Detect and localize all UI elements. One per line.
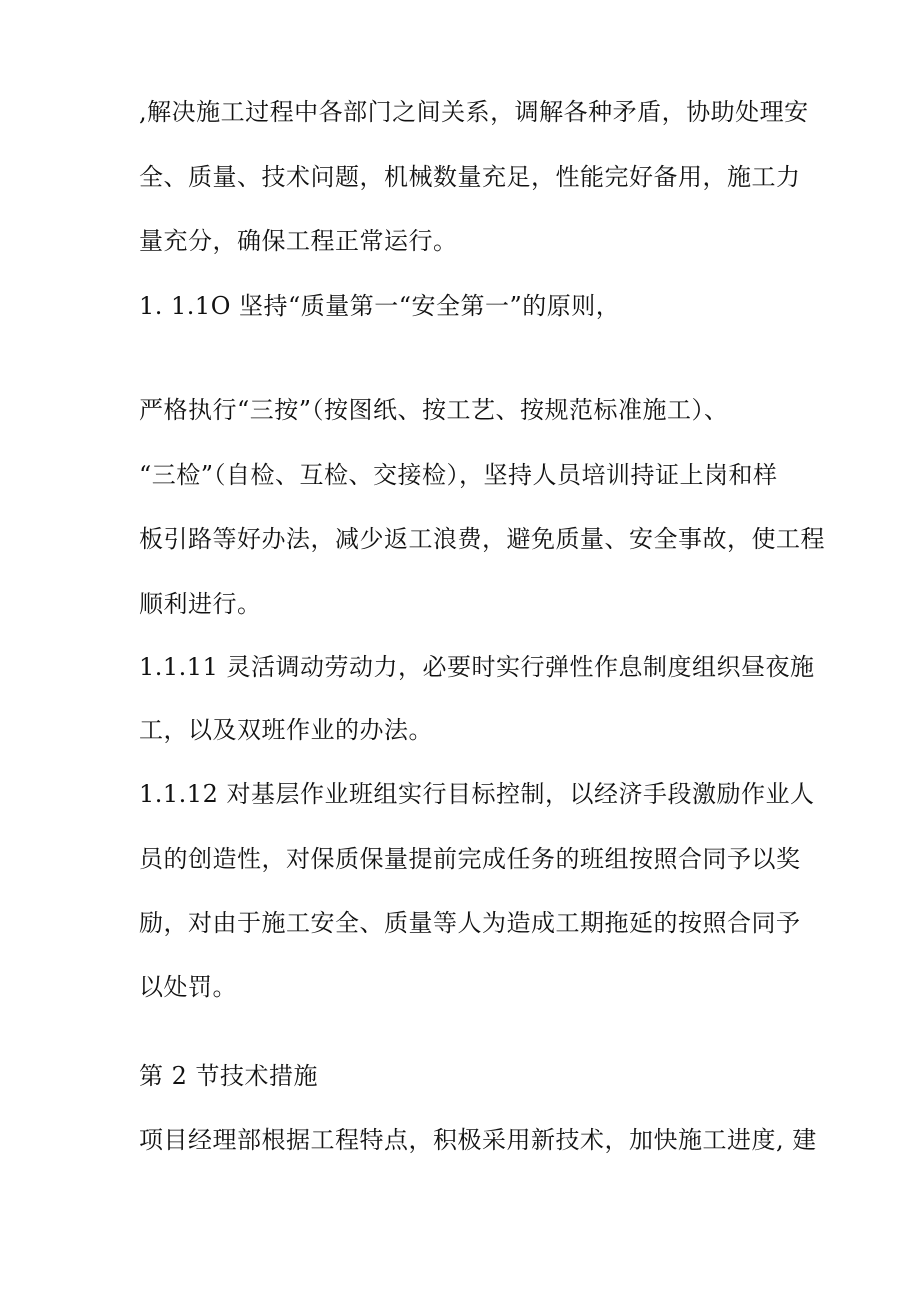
text-line-2: 全、质量、技术问题，机械数量充足，性能完好备用，施工力 [139,163,801,191]
text-line-10: 工，以及双班作业的办法。 [139,716,433,744]
section-title-technical-measures: 第 2 节技术措施 [139,1062,319,1090]
text-line-6: “三检”（自检、互检、交接检），坚持人员培训持证上岗和样 [139,461,778,489]
text-line-8: 顺利进行。 [139,590,262,618]
text-line-16: 项目经理部根据工程特点，积极采用新技术，加快施工进度, 建 [139,1126,817,1154]
text-line-3: 量充分，确保工程正常运行。 [139,227,458,255]
text-line-14: 以处罚。 [139,973,237,1001]
text-line-1: ,解决施工过程中各部门之间关系，调解各种矛盾，协助处理安 [139,98,809,126]
text-line-5: 严格执行“三按”（按图纸、按工艺、按规范标准施工）、 [139,396,729,424]
section-heading-1-1-10: 1. 1.1O 坚持“质量第一“安全第一”的原则， [139,292,621,320]
section-heading-1-1-12: 1.1.12 对基层作业班组实行目标控制，以经济手段激励作业人 [139,780,815,808]
section-heading-1-1-11: 1.1.11 灵活调动劳动力，必要时实行弹性作息制度组织昼夜施 [139,653,815,681]
text-line-13: 励，对由于施工安全、质量等人为造成工期拖延的按照合同予 [139,909,801,937]
text-line-12: 员的创造性，对保质保量提前完成任务的班组按照合同予以奖 [139,845,801,873]
text-line-7: 板引路等好办法，减少返工浪费，避免质量、安全事故，使工程 [139,525,825,553]
